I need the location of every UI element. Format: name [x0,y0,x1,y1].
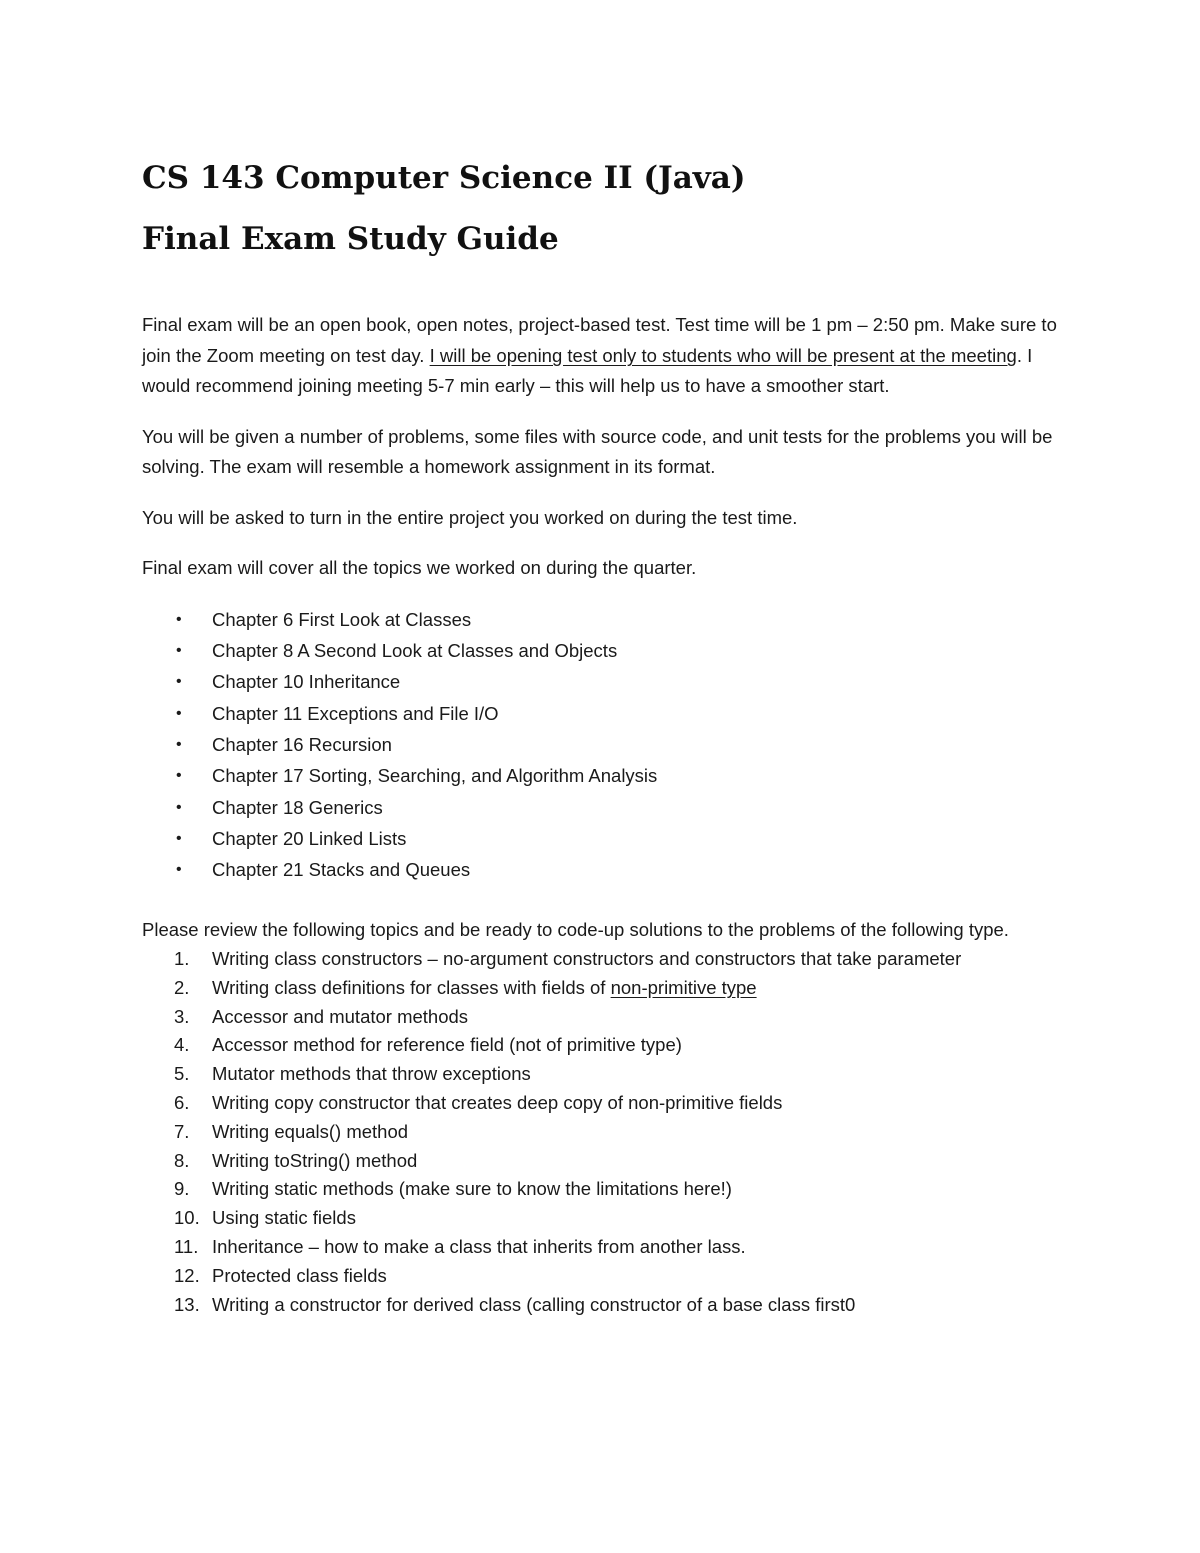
topic-text: Writing a constructor for derived class (calling constructor of a base class first0 [212,1293,856,1315]
chapter-list-item [142,760,1072,791]
topic-list-item [142,1291,1072,1320]
chapter-list-item [142,698,1072,729]
coverage-paragraph: Final exam will cover all the topics we worked on during the quarter. [142,557,697,579]
chapter-label: Chapter 10 Inheritance [212,671,401,693]
chapter-label: Chapter 18 Generics [212,796,383,818]
bullet-icon: • [176,861,182,879]
chapter-label: Chapter 8 A Second Look at Classes and Objects [212,640,618,662]
topic-number: 8. [174,1149,190,1171]
topic-number: 10. [174,1207,200,1229]
topic-text: Writing static methods (make sure to know the limitations here!) [212,1178,732,1200]
topic-list-item [142,945,1072,974]
topic-list-item [142,1233,1072,1262]
chapter-list [142,604,1072,886]
turn-in-paragraph: You will be asked to turn in the entire project you worked on during the test time. [142,506,798,528]
topic-text: Writing toString() method [212,1149,418,1171]
topic-number: 2. [174,976,190,998]
topic-text: Writing equals() method [212,1120,409,1142]
chapter-label: Chapter 6 First Look at Classes [212,608,472,630]
attendance-notice: I will be opening test only to students who will be present at the meeting [429,344,1017,366]
topic-text: Mutator methods that throw exceptions [212,1063,531,1085]
review-intro: Please review the following topics and be ready to code-up solutions to the problems of the following type. [142,918,1009,940]
topic-list-item [142,1204,1072,1233]
topic-number: 12. [174,1264,200,1286]
chapter-list-item [142,854,1072,885]
topic-list [142,945,1072,1319]
exam-format-text-end: . I would recommend joining meeting 5-7 min early – this will help us to have a smoother start. [142,344,1033,397]
topic-text: Writing class constructors – no-argument constructors and constructors that take parameter [212,948,962,970]
bullet-icon: • [176,673,182,691]
topic-text: Inheritance – how to make a class that inherits from another lass. [212,1236,746,1258]
topic-text: Using static fields [212,1207,356,1229]
topic-number: 4. [174,1034,190,1056]
topic-list-item [142,974,1072,1003]
topic-number: 5. [174,1063,190,1085]
topic-text: Accessor method for reference field (not of primitive type) [212,1034,682,1056]
chapter-label: Chapter 11 Exceptions and File I/O [212,702,499,724]
bullet-icon: • [176,704,182,722]
chapter-label: Chapter 21 Stacks and Queues [212,859,471,881]
document-title: CS 143 Computer Science II (Java) [142,160,746,196]
topic-number: 11. [174,1236,199,1258]
chapter-label: Chapter 16 Recursion [212,734,392,756]
topic-number: 6. [174,1092,190,1114]
topic-number: 9. [174,1178,190,1200]
bullet-icon: • [176,610,182,628]
topic-list-item [142,1031,1072,1060]
chapter-label: Chapter 20 Linked Lists [212,827,407,849]
bullet-icon: • [176,767,182,785]
document-subtitle: Final Exam Study Guide [142,221,559,258]
chapter-list-item [142,604,1072,635]
chapter-label: Chapter 17 Sorting, Searching, and Algorithm Analysis [212,765,658,787]
topic-text: Accessor and mutator methods [212,1005,469,1027]
topic-list-item [142,1175,1072,1204]
topic-text: Writing class definitions for classes with fields of [212,976,611,998]
exam-format-paragraph [142,310,1072,402]
topic-text: Writing copy constructor that creates deep copy of non-primitive fields [212,1092,783,1114]
chapter-list-item [142,666,1072,697]
topic-number: 1. [174,948,190,970]
topic-list-item [142,1003,1072,1032]
topic-list-item [142,1262,1072,1291]
topic-underlined-text: non-primitive type [610,976,757,998]
topic-number: 7. [174,1120,190,1142]
chapter-list-item [142,729,1072,760]
topic-list-item [142,1147,1072,1176]
problems-paragraph: You will be given a number of problems, some files with source code, and unit tests for the problems you will be solving. The exam will resemble a homework assignment in its format. [142,425,1053,478]
bullet-icon: • [176,642,182,660]
document-page [142,160,1072,1319]
topic-number: 13. [174,1293,200,1315]
chapter-list-item [142,635,1072,666]
topic-number: 3. [174,1005,190,1027]
bullet-icon: • [176,829,182,847]
bullet-icon: • [176,736,182,754]
topic-list-item [142,1060,1072,1089]
topic-list-item [142,1118,1072,1147]
topic-list-item [142,1089,1072,1118]
bullet-icon: • [176,798,182,816]
exam-format-text: Final exam will be an open book, open notes, project-based test. Test time will be 1 pm – 2:50 pm. Make sure to join the Zoom meeting on test day. [142,314,1057,366]
chapter-list-item [142,823,1072,854]
topic-text: Protected class fields [212,1264,387,1286]
chapter-list-item [142,792,1072,823]
